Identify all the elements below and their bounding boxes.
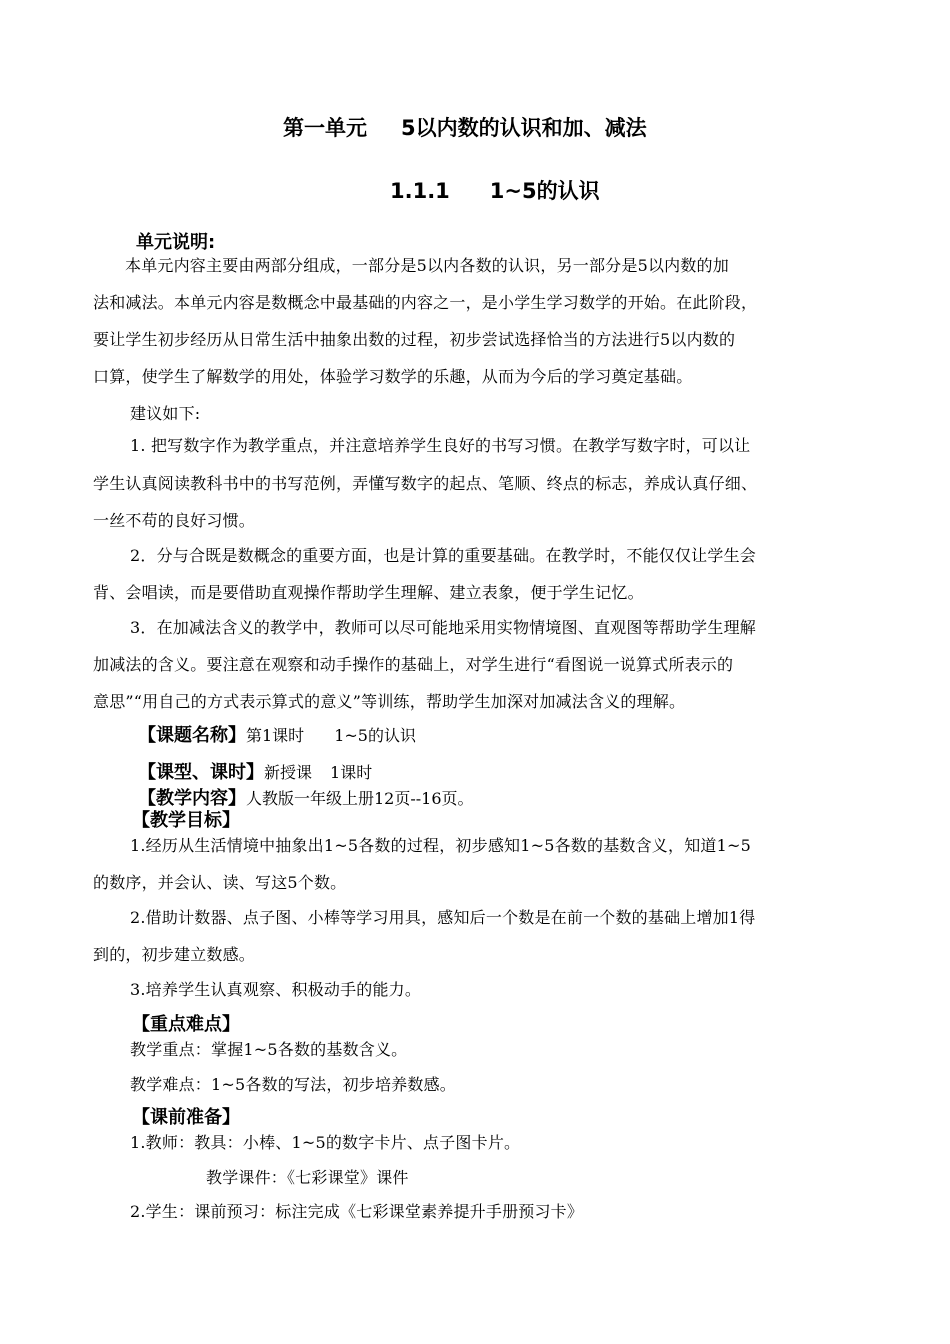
goal-line: 1.经历从生活情境中抽象出1~5各数的过程，初步感知1~5各数的基数含义，知道1~5 [130,836,751,855]
lesson-content-label: 【教学内容】 [138,788,246,809]
suggest-3-line: 加减法的含义。要注意在观察和动手操作的基础上，对学生进行“看图说一说算式所表示的 [93,655,734,674]
unit-label: 第一单元 [283,116,367,140]
lesson-number: 1.1.1 [390,179,450,203]
lesson-type-row [138,758,372,784]
suggest-3-line: 意思”“用自己的方式表示算式的意义”等训练，帮助学生加深对加减法含义的理解。 [93,692,686,711]
key-label: 【重点难点】 [132,1014,240,1035]
lesson-name-a: 第1课时 [246,726,305,745]
suggest-1-line: 一丝不苟的良好习惯。 [93,511,256,530]
goal-line: 的数序，并会认、读、写这5个数。 [93,873,347,892]
suggest-2-line: 2．分与合既是数概念的重要方面，也是计算的重要基础。在教学时，不能仅仅让学生会 [130,546,756,565]
lesson-name-row [138,721,416,747]
lesson-content-value: 人教版一年级上册12页--16页。 [246,789,474,808]
prep-line: 1.教师：教具：小棒、1~5的数字卡片、点子图卡片。 [130,1133,521,1152]
suggest-2-line: 背、会唱读，而是要借助直观操作帮助学生理解、建立表象，便于学生记忆。 [93,583,644,602]
unit-desc-line: 法和减法。本单元内容是数概念中最基础的内容之一，是小学生学习数学的开始。在此阶段， [93,293,758,312]
suggest-heading: 建议如下: [130,404,201,423]
suggest-1-line: 1. 把写数字作为教学重点，并注意培养学生良好的书写习惯。在教学写数字时，可以让 [130,436,751,455]
goal-line: 2.借助计数器、点子图、小棒等学习用具，感知后一个数是在前一个数的基础上增加1得 [130,908,756,927]
lesson-subtitle [390,175,600,205]
goals-label: 【教学目标】 [132,810,240,831]
suggest-1-line: 学生认真阅读教科书中的书写范例，弄懂写数字的起点、笔顺、终点的标志，养成认真仔细、 [93,474,758,493]
lesson-type-label: 【课型、课时】 [138,762,264,783]
prep-label: 【课前准备】 [132,1107,240,1128]
unit-desc-line: 本单元内容主要由两部分组成，一部分是5以内各数的认识，另一部分是5以内数的加 [125,256,729,275]
lesson-topic: 1~5的认识 [489,179,600,203]
page-title [283,112,647,142]
prep-line: 教学课件：《七彩课堂》课件 [206,1168,409,1187]
unit-desc-line: 口算，使学生了解数学的用处，体验学习数学的乐趣，从而为今后的学习奠定基础。 [93,367,693,386]
difficult-point: 教学难点：1~5各数的写法，初步培养数感。 [130,1075,456,1094]
suggest-3-line: 3．在加减法含义的教学中，教师可以尽可能地采用实物情境图、直观图等帮助学生理解 [130,618,756,637]
prep-line: 2.学生：课前预习：标注完成《七彩课堂素养提升手册预习卡》 [130,1202,584,1221]
lesson-type-b: 1课时 [330,763,373,782]
unit-desc-heading: 单元说明: [136,232,216,253]
key-point: 教学重点：掌握1~5各数的基数含义。 [130,1040,408,1059]
goal-line: 到的，初步建立数感。 [93,945,256,964]
lesson-name-label: 【课题名称】 [138,725,246,746]
unit-topic: 5以内数的认识和加、减法 [401,116,647,140]
lesson-type-a: 新授课 [264,763,313,782]
lesson-name-b: 1~5的认识 [334,726,416,745]
unit-desc-line: 要让学生初步经历从日常生活中抽象出数的过程，初步尝试选择恰当的方法进行5以内数的 [93,330,736,349]
goal-line: 3.培养学生认真观察、积极动手的能力。 [130,980,422,999]
